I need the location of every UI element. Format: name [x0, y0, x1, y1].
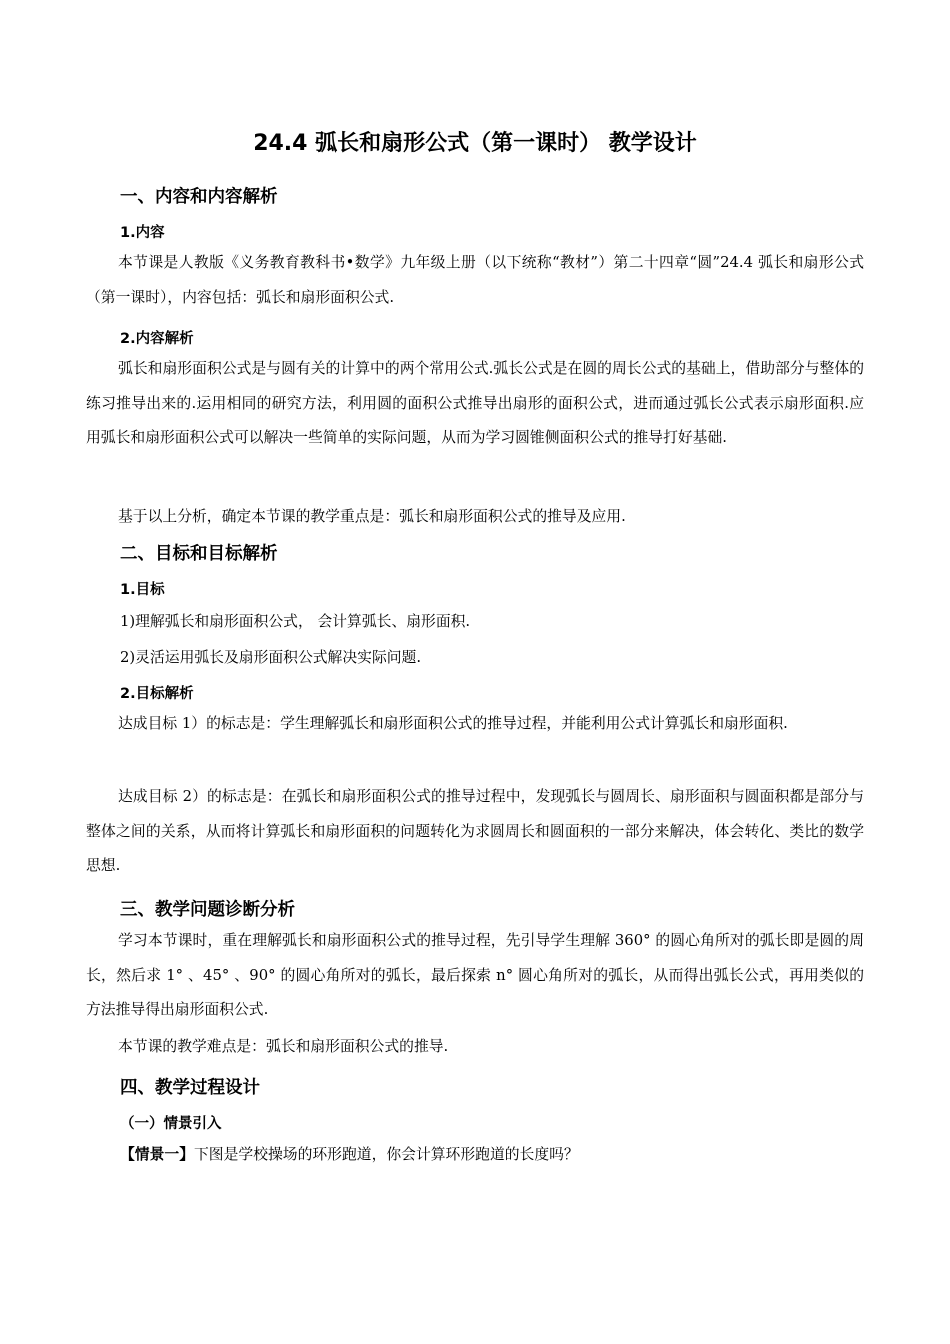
scene-paragraph — [120, 1143, 579, 1164]
section-heading-process: 四、教学过程设计 — [120, 1078, 260, 1098]
objective-item-2: 2)灵活运用弧长及扇形面积公式解决实际问题. — [120, 649, 422, 666]
paragraph-difficulty: 本节课的教学难点是：弧长和扇形面积公式的推导. — [118, 1038, 449, 1055]
subheading-content: 1.内容 — [120, 225, 165, 241]
subheading-objectives-analysis: 2.目标解析 — [120, 686, 194, 702]
paragraph-objective-2: 达成目标 2）的标志是：在弧长和扇形面积公式的推导过程中，发现弧长与圆周长、扇形面积与圆面积都是部分与整体之间的关系，从而将计算弧长和扇形面积的问题转化为求圆周长和圆面积的一部分来解决，体会转化、类比的数学思想. — [86, 788, 864, 874]
scene-text: 下图是学校操场的环形跑道，你会计算环形跑道的长度吗？ — [194, 1146, 579, 1163]
scene-label: 【情景一】 — [120, 1146, 194, 1163]
paragraph-objective-1: 达成目标 1）的标志是：学生理解弧长和扇形面积公式的推导过程，并能利用公式计算弧长和扇形面积. — [118, 715, 788, 732]
subheading-content-analysis: 2.内容解析 — [120, 331, 194, 347]
page-title: 24.4 弧长和扇形公式（第一课时） 教学设计 — [253, 131, 697, 156]
paragraph-diagnosis: 学习本节课时，重在理解弧长和扇形面积公式的推导过程，先引导学生理解 360° 的圆心角所对的弧长即是圆的周长，然后求 1° 、45° 、90° 的圆心角所对的弧长，最后探索 n° 圆心角所对的弧长，从而得出弧长公式，再用类似的方法推导得出扇形面积公式. — [86, 932, 864, 1018]
section-heading-content: 一、内容和内容解析 — [120, 187, 278, 207]
paragraph-content-analysis: 弧长和扇形面积公式是与圆有关的计算中的两个常用公式.弧长公式是在圆的周长公式的基础上，借助部分与整体的练习推导出来的.运用相同的研究方法，利用圆的面积公式推导出扇形的面积公式，进而通过弧长公式表示扇形面积.应用弧长和扇形面积公式可以解决一些简单的实际问题，从而为学习圆锥侧面积公式的推导打好基础. — [86, 360, 864, 446]
section-heading-objectives: 二、目标和目标解析 — [120, 544, 278, 564]
subheading-objectives: 1.目标 — [120, 582, 165, 598]
subheading-scene-intro: （一）情景引入 — [120, 1116, 222, 1132]
objective-item-1: 1)理解弧长和扇形面积公式， 会计算弧长、扇形面积. — [120, 613, 471, 630]
section-heading-diagnosis: 三、教学问题诊断分析 — [120, 900, 295, 920]
paragraph-key-point: 基于以上分析，确定本节课的教学重点是：弧长和扇形面积公式的推导及应用. — [118, 508, 626, 525]
paragraph-content: 本节课是人教版《义务教育教科书•数学》九年级上册（以下统称“教材”）第二十四章“圆”24.4 弧长和扇形公式（第一课时），内容包括：弧长和扇形面积公式. — [86, 254, 864, 306]
